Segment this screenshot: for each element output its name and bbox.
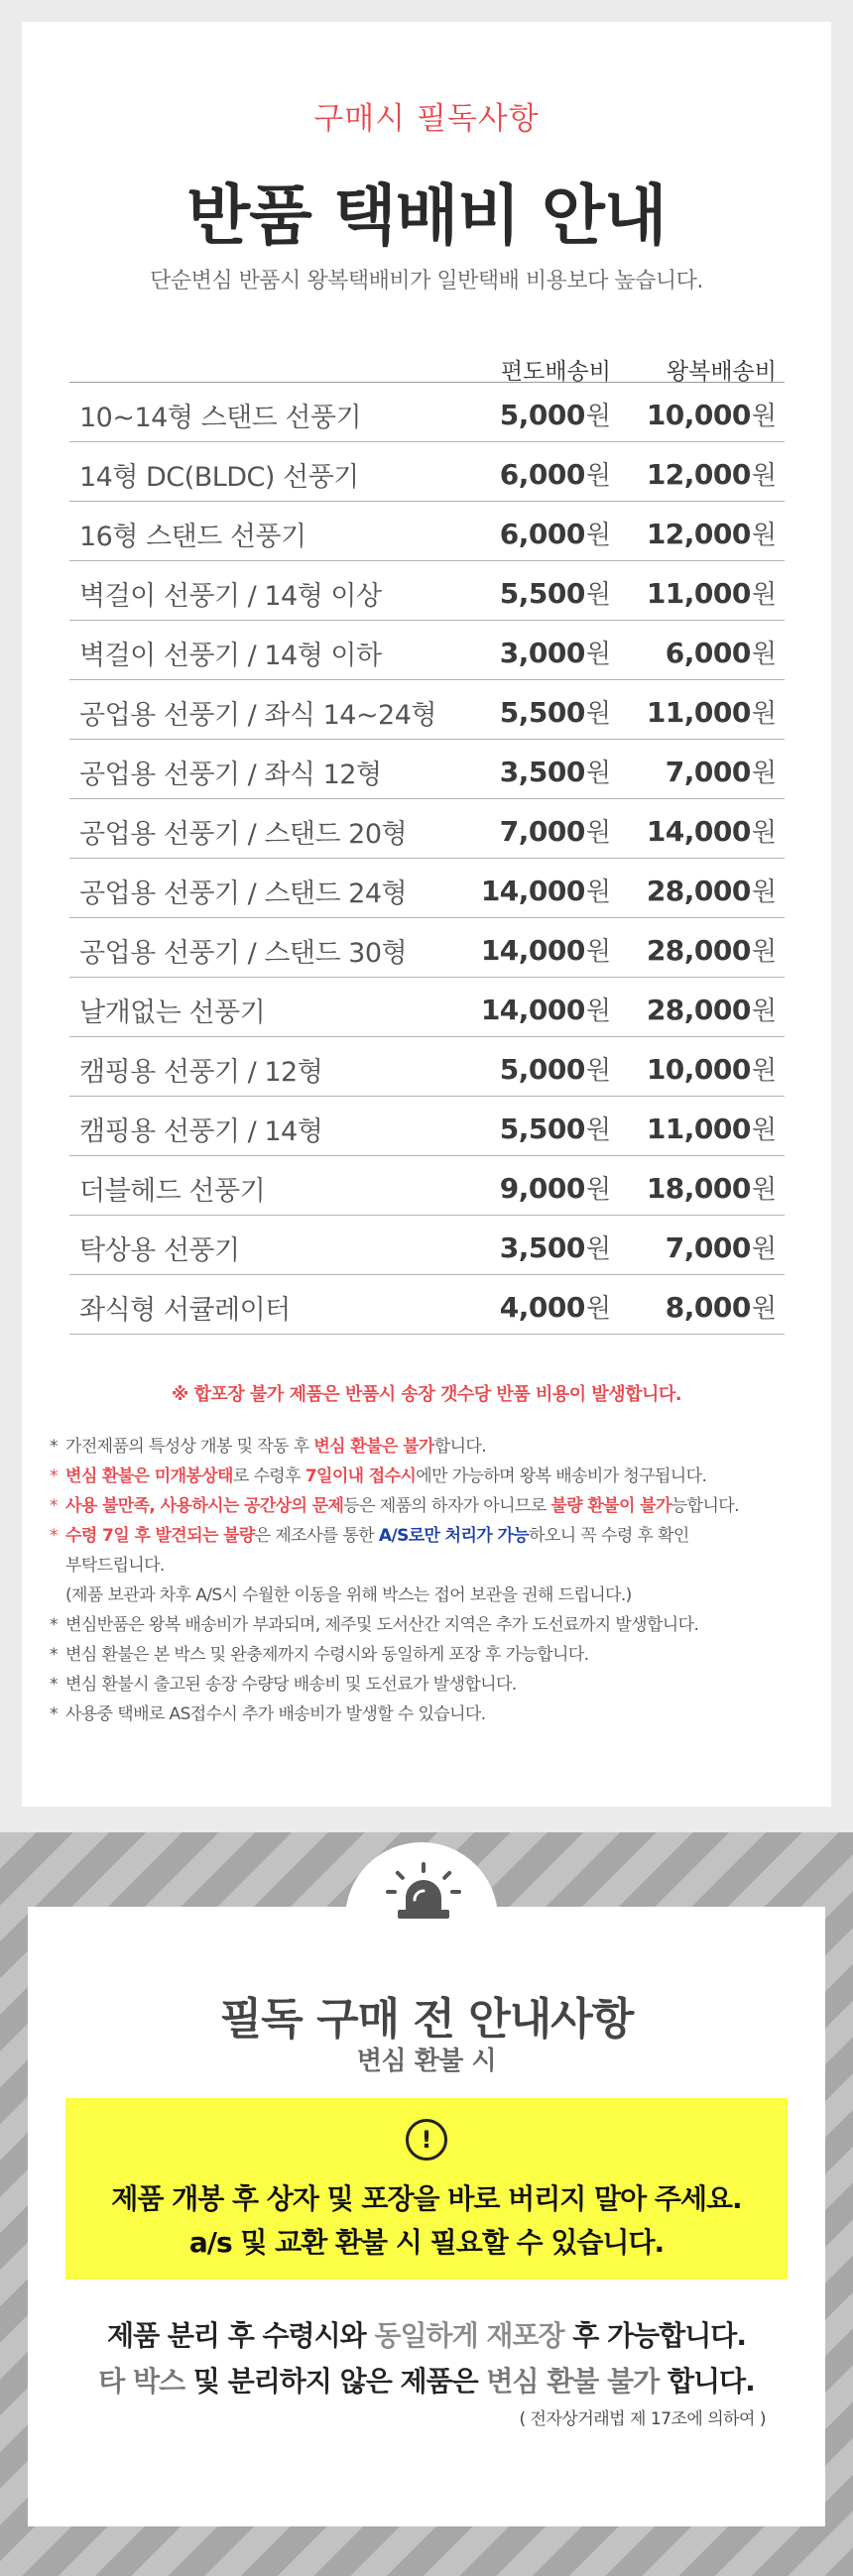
round-trip-fee: 12,000원 [646, 518, 777, 550]
table-row [69, 918, 785, 978]
table-row [69, 621, 785, 680]
oneway-fee: 3,000원 [499, 637, 611, 669]
round-trip-fee: 11,000원 [646, 1112, 777, 1145]
column-header-round: 왕복배송비 [666, 359, 777, 385]
round-trip-fee: 8,000원 [665, 1291, 777, 1324]
oneway-fee: 5,000원 [499, 399, 611, 431]
notice-subtitle: 변심 환불 시 [356, 2047, 497, 2076]
product-name: 캠핑용 선풍기 / 14형 [79, 1116, 323, 1147]
shipping-fee-table [69, 335, 785, 1335]
law-reference: ( 전자상거래법 제 17조에 의하여 ) [519, 2409, 766, 2429]
product-name: 공업용 선풍기 / 스탠드 24형 [79, 878, 408, 909]
oneway-fee: 5,500원 [499, 577, 611, 610]
oneway-fee: 5,500원 [499, 1112, 611, 1145]
table-row [69, 442, 785, 502]
oneway-fee: 9,000원 [499, 1172, 611, 1205]
oneway-fee: 6,000원 [499, 458, 611, 491]
product-name: 탁상용 선풍기 [79, 1235, 240, 1266]
round-trip-fee: 10,000원 [646, 399, 777, 431]
page-subtitle: 단순변심 반품시 왕복택배비가 일반택배 비용보다 높습니다. [150, 269, 703, 293]
round-trip-fee: 12,000원 [646, 458, 777, 491]
product-name: 공업용 선풍기 / 스탠드 30형 [79, 938, 408, 969]
oneway-fee: 14,000원 [480, 875, 611, 907]
warning-line-1: 제품 개봉 후 상자 및 포장을 바로 버리지 말아 주세요. [111, 2182, 742, 2215]
table-header [69, 335, 785, 383]
product-name: 좌식형 서큘레이터 [79, 1295, 291, 1326]
repack-notice: 제품 분리 후 수령시와 동일하게 재포장 후 가능합니다. [107, 2319, 746, 2352]
round-trip-fee: 7,000원 [665, 756, 777, 788]
round-trip-fee: 18,000원 [646, 1172, 777, 1205]
notice-list [50, 1432, 813, 1729]
round-trip-fee: 6,000원 [665, 637, 777, 669]
return-fee-card [22, 22, 831, 1807]
oneway-fee: 14,000원 [480, 934, 611, 967]
round-trip-fee: 28,000원 [646, 934, 777, 967]
column-header-oneway: 편도배송비 [500, 359, 611, 385]
round-trip-fee: 28,000원 [646, 994, 777, 1026]
table-row [69, 1216, 785, 1275]
table-row [69, 978, 785, 1037]
siren-icon [378, 1860, 469, 1922]
round-trip-fee: 14,000원 [646, 815, 777, 848]
oneway-fee: 7,000원 [499, 815, 611, 848]
round-trip-fee: 10,000원 [646, 1053, 777, 1086]
product-name: 날개없는 선풍기 [79, 997, 266, 1028]
list-item-continued: 부탁드립니다. [65, 1556, 165, 1576]
product-name: 벽걸이 선풍기 / 14형 이상 [79, 581, 382, 612]
table-row [69, 1156, 785, 1216]
table-row [69, 1037, 785, 1097]
table-row [69, 561, 785, 621]
list-item: * 가전제품의 특성상 개봉 및 작동 후 변심 환불은 불가합니다. [50, 1437, 487, 1457]
list-item: * 변심 환불은 본 박스 및 완충제까지 수령시와 동일하게 포장 후 가능합니다. [50, 1645, 589, 1665]
table-row [69, 680, 785, 740]
table-row [69, 502, 785, 561]
round-trip-fee: 28,000원 [646, 875, 777, 907]
table-row [69, 799, 785, 859]
product-name: 캠핑용 선풍기 / 12형 [79, 1057, 323, 1088]
table-row [69, 1097, 785, 1156]
page-title: 반품 택배비 안내 [186, 177, 667, 254]
table-body [69, 383, 785, 1335]
product-name: 더블헤드 선풍기 [79, 1176, 266, 1207]
refund-unavailable-notice: 타 박스 및 분리하지 않은 제품은 변심 환불 불가 합니다. [98, 2365, 755, 2398]
round-trip-fee: 11,000원 [646, 577, 777, 610]
product-name: 10~14형 스탠드 선풍기 [79, 403, 362, 433]
oneway-fee: 14,000원 [480, 994, 611, 1026]
list-item: * 사용 불만족, 사용하시는 공간상의 문제등은 제품의 하자가 아니므로 불량 환불이 불가능합니다. [50, 1496, 739, 1516]
bundle-warning: ※ 합포장 불가 제품은 반품시 송장 갯수당 반품 비용이 발생합니다. [171, 1384, 682, 1405]
product-name: 14형 DC(BLDC) 선풍기 [79, 462, 359, 493]
oneway-fee: 3,500원 [499, 756, 611, 788]
oneway-fee: 6,000원 [499, 518, 611, 550]
list-item: * 변심 환불은 미개봉상태로 수령후 7일이내 접수시에만 가능하며 왕복 배송비가 청구됩니다. [50, 1466, 707, 1486]
round-trip-fee: 11,000원 [646, 696, 777, 729]
exclamation-icon: ! [406, 2119, 447, 2161]
product-name: 공업용 선풍기 / 스탠드 20형 [79, 819, 408, 850]
oneway-fee: 5,500원 [499, 696, 611, 729]
list-item: * 사용중 택배로 AS접수시 추가 배송비가 발생할 수 있습니다. [50, 1704, 486, 1724]
oneway-fee: 3,500원 [499, 1231, 611, 1264]
list-item: * 변심반품은 왕복 배송비가 부과되며, 제주및 도서산간 지역은 추가 도선료까지 발생합니다. [50, 1615, 699, 1635]
oneway-fee: 5,000원 [499, 1053, 611, 1086]
product-name: 공업용 선풍기 / 좌식 14~24형 [79, 700, 437, 731]
product-name: 공업용 선풍기 / 좌식 12형 [79, 760, 382, 790]
table-row [69, 859, 785, 918]
warning-highlight-box [65, 2098, 788, 2280]
oneway-fee: 4,000원 [499, 1291, 611, 1324]
round-trip-fee: 7,000원 [665, 1231, 777, 1264]
warning-line-2: a/s 및 교환 환불 시 필요할 수 있습니다. [188, 2226, 665, 2259]
eyebrow-text: 구매시 필독사항 [313, 101, 540, 137]
table-row [69, 383, 785, 442]
table-row [69, 740, 785, 799]
table-row [69, 1275, 785, 1335]
list-item: * 수령 7일 후 발견되는 불량은 제조사를 통한 A/S로만 처리가 가능하오니 꼭 수령 후 확인 [50, 1526, 689, 1546]
product-name: 16형 스탠드 선풍기 [79, 522, 306, 552]
list-item-note: (제품 보관과 차후 A/S시 수월한 이동을 위해 박스는 접어 보관을 권해 드립니다.) [65, 1585, 632, 1605]
product-name: 벽걸이 선풍기 / 14형 이하 [79, 641, 382, 671]
notice-title: 필독 구매 전 안내사항 [219, 1994, 634, 2045]
list-item: * 변심 환불시 출고된 송장 수량당 배송비 및 도선료가 발생합니다. [50, 1675, 517, 1695]
